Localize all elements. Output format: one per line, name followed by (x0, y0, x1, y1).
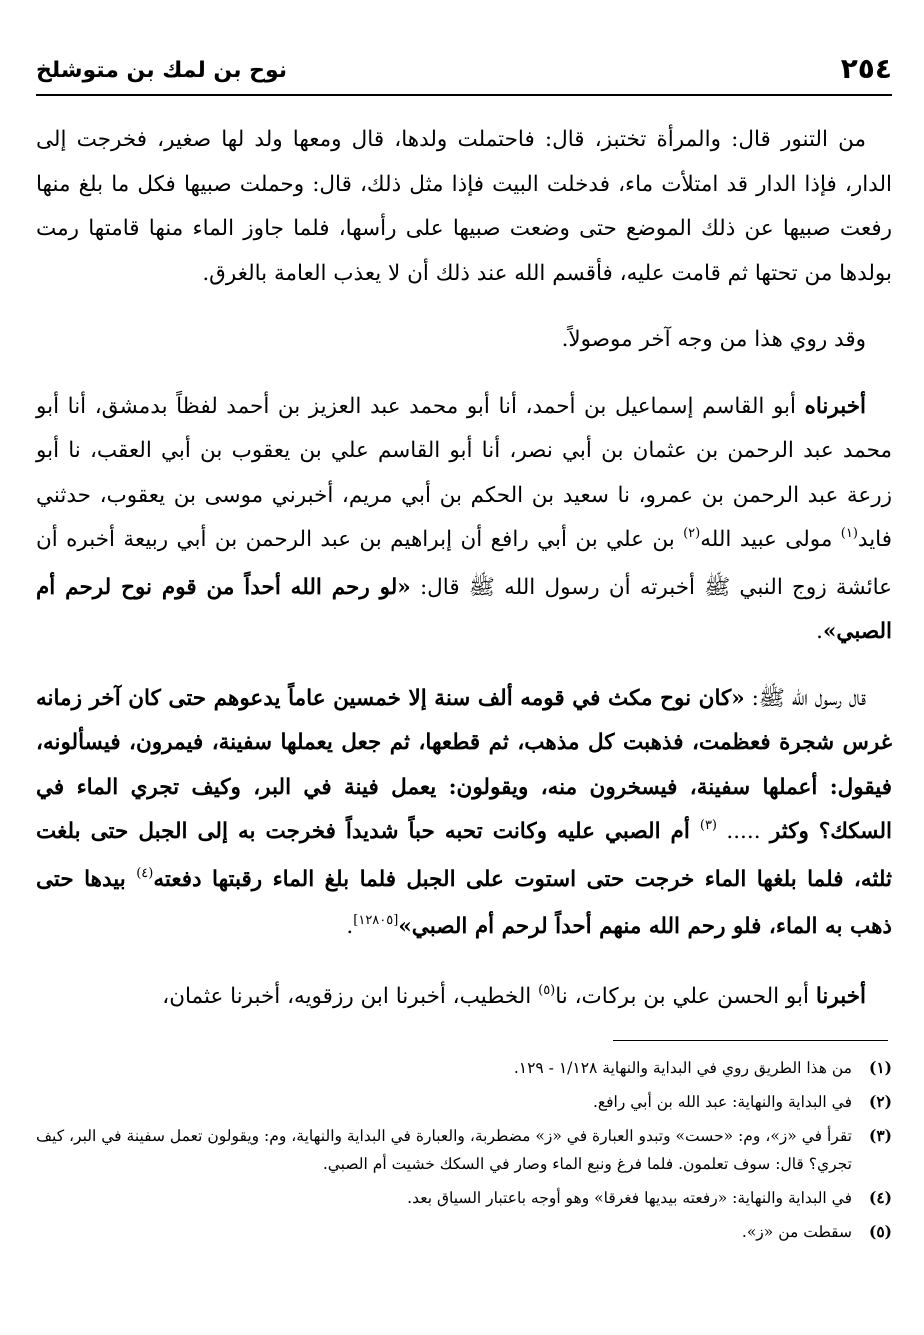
isnad-text-a: أبو القاسم إسماعيل بن أحمد، أنا أبو محمد عبد العزيز بن أحمد لفظاً بدمشق، أنا أبو محمد عبد الرحمن بن عثمان بن أبي نصر، أنا أبو القاسم علي بن يعقوب بن أبي العقب، نا أبو زرعة عبد الرحمن بن عمرو، نا سعيد بن الحكم بن أبي مريم، أخبرني موسى بن يعقوب، حدثني فايد (36, 393, 893, 552)
paragraph-4 (36, 677, 892, 953)
main-text (36, 118, 892, 1022)
hadith-reference-number: [١٢٨٠٥] (353, 913, 399, 928)
footnote-text: تقرأ في «ز»، وم: «حست» وتبدو العبارة في «ز» مضطربة، والعبارة في البداية والنهاية، وم: ويقولون تعمل سفينة في البر، كيف تجري؟ قال: سوف تعلمون. فلما فرغ ونبع الماء وصار في السكك خشيت أم الصبي. (36, 1127, 852, 1173)
page-header (36, 48, 892, 96)
footnote-5 (36, 1218, 892, 1246)
footnote-number: (٥) (868, 1222, 892, 1241)
isnad-lead-2: أخبرنا (815, 983, 866, 1009)
footnote-1 (36, 1054, 892, 1082)
footnote-number: (١) (868, 1058, 892, 1077)
paragraph-2 (36, 318, 892, 363)
paragraph-5 (36, 975, 892, 1023)
footnotes (36, 1054, 892, 1252)
hadith-text-b: أم الصبي عليه وكانت تحبه حباً شديداً فخرجت به إلى الجبل حتى بلغت ثلثه، فلما بلغها الماء خرجت حتى استوت على الجبل فلما بلغ الماء رقبتها دفعته (36, 819, 892, 892)
hadith-text-c: بيدها حتى ذهب به الماء، فلو رحم الله منهم أحداً لرحم أم الصبي» (36, 866, 892, 939)
isnad-text-b: مولى عبيد الله (700, 527, 841, 552)
footnote-text: سقطت من «ز». (741, 1223, 852, 1241)
footnote-separator (613, 1040, 888, 1041)
footnote-number: (٢) (868, 1092, 892, 1111)
isnad-text-c: بن علي بن أبي رافع أن إبراهيم بن عبد الرحمن بن أبي ربيعة أخبره أن عائشة زوج النبي ﷺ أخبرته أن رسول الله ﷺ قال: (36, 527, 892, 600)
isnad-lead: أخبرناه (804, 393, 866, 419)
footnote-text: في البداية والنهاية: عبد الله بن أبي رافع. (592, 1093, 852, 1111)
footnote-text: من هذا الطريق روي في البداية والنهاية ١/١٢٨ - ١٢٩. (513, 1059, 852, 1077)
ellipsis-gap: ..... (717, 819, 770, 844)
footnote-number: (٣) (868, 1126, 892, 1145)
footnote-marker-5: (٥) (538, 982, 556, 998)
paragraph-4-end: . (346, 914, 354, 939)
paragraph-2-text: وقد روي هذا من وجه آخر موصولاً. (561, 327, 866, 352)
isnad-2-text-a: أبو الحسن علي بن بركات، نا (555, 983, 816, 1009)
paragraph-3 (36, 385, 892, 655)
paragraph-1-text: من التنور قال: والمرأة تختبز، قال: فاحتملت ولدها، قال ومعها ولد لها صغير، فخرجت إلى الدار، فإذا الدار قد امتلأت ماء، فدخلت البيت فإذا مثل ذلك، قال: وحملت صبيها فكل ما بلغ منها رفعت صبيها عن ذلك الموضع حتى وضعت صبيها على رأسها، فلما جاوز الماء منها قامتها رمت بولدها من تحتها ثم قامت عليه، فأقسم الله عند ذلك أن لا يعذب العامة بالغرق. (36, 127, 892, 286)
hadith-text-a: «كان نوح مكث في قومه ألف سنة إلا خمسين عاماً يدعوهم حتى كان آخر زمانه غرس شجرة فعظمت، فذهبت كل مذهب، ثم قطعها، ثم جعل يعملها سفينة، فيمرون، فيسألونه، فيقول: أعملها سفينة، فيسخرون منه، ويقولون: يعمل فينة في البر، وكيف تجري الماء في السكك؟ وكثر (36, 685, 892, 844)
footnote-marker-3: (٣) (699, 818, 717, 833)
footnote-4 (36, 1184, 892, 1212)
hadith-intro: قال رسول الله ﷺ: (744, 685, 867, 711)
footnote-2 (36, 1088, 892, 1116)
paragraph-1 (36, 118, 892, 296)
isnad-2-text-b: الخطيب، أخبرنا ابن رزقويه، أخبرنا عثمان، (162, 983, 539, 1009)
page-number: ٢٥٤ (840, 52, 892, 85)
footnote-marker-2: (٢) (683, 526, 701, 541)
footnote-number: (٤) (868, 1188, 892, 1207)
hadith-quote: «لو رحم الله أحداً من قوم نوح لرحم أم الصبي» (36, 574, 892, 644)
running-title: نوح بن لمك بن متوشلخ (36, 58, 288, 83)
footnote-marker-4: (٤) (136, 865, 154, 881)
paragraph-3-end: . (816, 619, 823, 644)
footnote-3 (36, 1122, 892, 1178)
footnote-text: في البداية والنهاية: «رفعته بيديها فغرقا» وهو أوجه باعتبار السياق بعد. (407, 1189, 852, 1207)
footnote-marker-1: (١) (840, 526, 858, 541)
